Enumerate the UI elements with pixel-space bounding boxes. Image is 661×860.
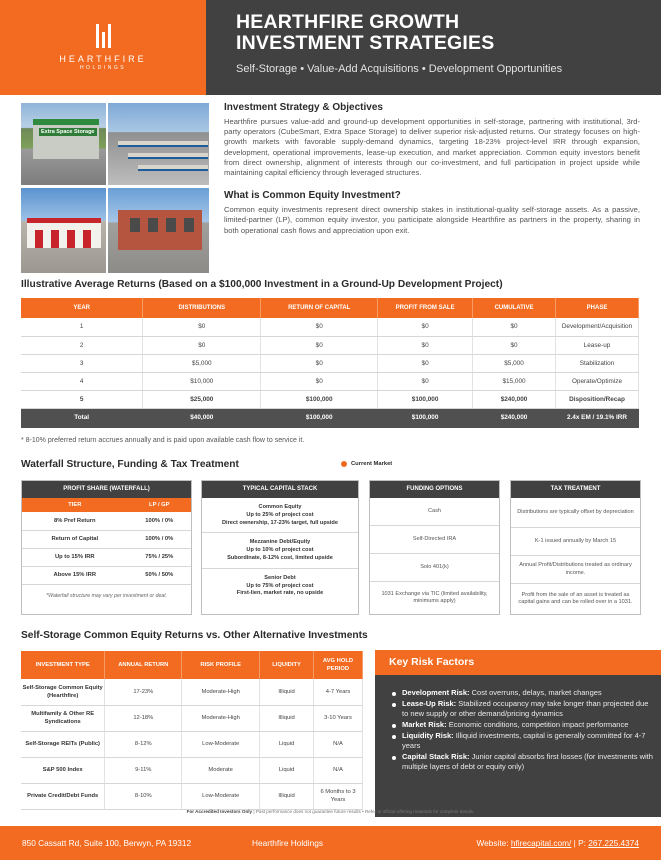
table-cell: $0 [473, 336, 556, 354]
table-cell: 12-18% [105, 705, 182, 731]
profit-share-footnote: *Waterfall structure may vary per investment or deal. [46, 592, 167, 599]
stack-layer-detail: Subordinate, 8-12% cost, limited upside [227, 554, 333, 561]
table-cell: 9-11% [105, 757, 182, 783]
total-cell: $100,000 [261, 408, 378, 427]
col-header: YEAR [21, 298, 143, 318]
stack-layer-share: Up to 75% of project cost [246, 582, 314, 589]
year-cell: 5 [21, 390, 143, 408]
key-risk-factors [375, 650, 661, 817]
profit-share-box [21, 480, 192, 615]
table-cell: N/A [314, 757, 363, 783]
capital-stack-header: TYPICAL CAPITAL STACK [202, 481, 358, 498]
risk-item [391, 720, 653, 730]
waterfall-title: Waterfall Structure, Funding & Tax Treatment [21, 459, 239, 470]
common-equity-paragraph: Common equity investments represent direct ownership stakes in institutional-quality self-storage assets. As a passive, limited-partner (LP), common equity investor, you participate alongside Hearthfire as partners in the property, sharing in both operational cash flows and appreciation upon exit. [224, 205, 640, 235]
risk-list [375, 675, 661, 772]
footer-address: 850 Cassatt Rd, Suite 100, Berwyn, PA 19312 [22, 838, 192, 848]
col-header: RETURN OF CAPITAL [261, 298, 378, 318]
title-line-1: HEARTHFIRE GROWTH [236, 11, 460, 33]
comparison-header-row [21, 651, 363, 679]
table-cell: Liquid [260, 757, 314, 783]
table-row [21, 705, 363, 731]
table-cell: $240,000 [473, 390, 556, 408]
tax-item: K-1 issued annually by March 15 [511, 528, 640, 556]
risk-label: Development Risk: [402, 688, 470, 697]
website-label: Website: [476, 838, 511, 848]
table-cell: Low-Moderate [182, 731, 260, 757]
table-cell: $25,000 [143, 390, 261, 408]
legend [341, 461, 392, 467]
footer-contact [412, 838, 639, 848]
page-title [236, 12, 661, 54]
capital-stack-item [202, 533, 358, 568]
table-cell: $0 [378, 372, 473, 390]
investment-type: Private Credit/Debt Funds [21, 783, 105, 809]
stack-layer-name: Senior Debt [264, 574, 296, 581]
total-cell: $240,000 [473, 408, 556, 427]
investment-type: S&P 500 Index [21, 757, 105, 783]
property-photo-4 [108, 188, 209, 273]
risk-label: Capital Stack Risk: [402, 752, 470, 761]
tier-cell: Up to 15% IRR [22, 548, 128, 566]
phase-cell: Lease-up [555, 336, 638, 354]
table-row [21, 679, 363, 705]
col-header: LIQUIDITY [260, 651, 314, 679]
capital-stack-item [202, 498, 358, 533]
phone-label: | P: [571, 838, 589, 848]
website-link[interactable]: hfirecapital.com/ [510, 838, 572, 848]
risk-item [391, 731, 653, 751]
returns-table [21, 298, 639, 428]
table-cell: Low-Moderate [182, 783, 260, 809]
comparison-table [21, 651, 363, 810]
table-cell: N/A [314, 731, 363, 757]
total-cell: $40,000 [143, 408, 261, 427]
table-cell: $0 [473, 318, 556, 336]
title-block [206, 0, 661, 95]
phase-cell: Stabilization [555, 354, 638, 372]
investment-type: Multifamily & Other RE Syndications [21, 705, 105, 731]
table-cell: 3-10 Years [314, 705, 363, 731]
total-row [21, 408, 639, 427]
disclaimer [0, 809, 661, 814]
profit-share-table [22, 498, 191, 585]
property-photo-3 [21, 188, 106, 273]
col-header: INVESTMENT TYPE [21, 651, 105, 679]
investment-type: Self-Storage Common Equity (Hearthfire) [21, 679, 105, 705]
tier-cell: Return of Capital [22, 530, 128, 548]
table-cell: $15,000 [473, 372, 556, 390]
disclaimer-text: | Past performance does not guarantee future results • Refer to official offering materials for complete details. [252, 809, 475, 814]
table-cell: Illiquid [260, 705, 314, 731]
storage-sign: Extra Space Storage [41, 129, 95, 135]
table-cell: 4-7 Years [314, 679, 363, 705]
risk-text: Economic conditions, competition impact performance [446, 720, 629, 729]
page-subtitle: Self-Storage • Value-Add Acquisitions • Development Opportunities [236, 63, 563, 75]
phase-cell: Operate/Optimize [555, 372, 638, 390]
table-cell: Illiquid [260, 679, 314, 705]
tax-treatment-box [510, 480, 641, 615]
phase-cell: Development/Acquisition [555, 318, 638, 336]
table-cell: $100,000 [378, 390, 473, 408]
year-cell: 1 [21, 318, 143, 336]
table-cell: Moderate-High [182, 705, 260, 731]
table-row [21, 354, 639, 372]
split-cell: 100% / 0% [128, 530, 191, 548]
hearth-logo-icon [88, 24, 118, 48]
table-cell: 8-12% [105, 731, 182, 757]
strategy-paragraph: Hearthfire pursues value-add and ground-up development opportunities in self-storage, partnering with institutional, 3rd-party operators (CubeSmart, Extra Space Storage) to deliver superior risk-adjusted returns. Our strategy focuses on high-growth markets with favorable supply-demand dynamics, targeting 18-23% project-level IRR through expansion, development, operational improvements, lease-up execution, and market appreciation. Common equity investors benefit from direct ownership, alignment of interests through our co-investment, and full participation in project upside while maintaining capital efficiency through leveraged structures. [224, 117, 640, 178]
table-cell: Illiquid [260, 783, 314, 809]
risk-item [391, 752, 653, 772]
table-cell: $0 [261, 372, 378, 390]
table-row [21, 318, 639, 336]
stack-layer-detail: Direct ownership, 17-23% target, full upside [222, 519, 338, 526]
table-cell: $10,000 [143, 372, 261, 390]
tier-cell: Above 15% IRR [22, 566, 128, 584]
funding-options-header: FUNDING OPTIONS [370, 481, 499, 498]
risk-text: Junior capital absorbs first losses (for investments with multiple layers of debt or equity only) [402, 752, 653, 771]
tax-item: Profit from the sale of an asset is treated as capital gains and can be rolled over in a 1031. [518, 591, 633, 605]
col-header: LP / GP [128, 498, 191, 512]
risk-item [391, 699, 653, 719]
capital-stack-item [202, 569, 358, 603]
split-cell: 100% / 0% [128, 512, 191, 530]
col-header: PROFIT FROM SALE [378, 298, 473, 318]
col-header: CUMULATIVE [473, 298, 556, 318]
col-header: RISK PROFILE [182, 651, 260, 679]
investment-type: Self-Storage REITs (Public) [21, 731, 105, 757]
stack-layer-share: Up to 25% of project cost [246, 511, 314, 518]
funding-option: 1031 Exchange via TIC (limited availability, minimums apply) [381, 590, 488, 604]
page-header [0, 0, 661, 95]
table-row [21, 757, 363, 783]
table-row [21, 731, 363, 757]
profit-share-header: PROFIT SHARE (WATERFALL) [22, 481, 191, 498]
col-header: PHASE [555, 298, 638, 318]
col-header: DISTRIBUTIONS [143, 298, 261, 318]
table-cell: Liquid [260, 731, 314, 757]
table-cell: Moderate-High [182, 679, 260, 705]
table-row [21, 372, 639, 390]
table-cell: $0 [143, 336, 261, 354]
table-row [22, 566, 191, 584]
table-cell: $0 [378, 354, 473, 372]
funding-option: Self-Directed IRA [370, 526, 499, 554]
table-row [22, 512, 191, 530]
split-cell: 50% / 50% [128, 566, 191, 584]
brand-subname: HOLDINGS [79, 65, 127, 71]
risk-text: Illiquid investments, capital is generally committed for 4-7 years [402, 731, 646, 750]
table-cell: Moderate [182, 757, 260, 783]
returns-title: Illustrative Average Returns (Based on a $100,000 Investment in a Ground-Up Development Project) [21, 279, 503, 290]
funding-option: Solo 401(k) [370, 554, 499, 582]
table-cell: $0 [378, 318, 473, 336]
phone-link[interactable]: 267.225.4374 [588, 838, 639, 848]
table-row [22, 548, 191, 566]
col-header: ANNUAL RETURN [105, 651, 182, 679]
table-cell: $100,000 [261, 390, 378, 408]
table-cell: $5,000 [473, 354, 556, 372]
preferred-return-note: * 8-10% preferred return accrues annually and is paid upon available cash flow to service it. [21, 437, 305, 444]
phase-cell: Disposition/Recap [555, 390, 638, 408]
page-footer [0, 826, 661, 860]
intro-section [224, 102, 640, 236]
brand-logo [0, 0, 206, 95]
risk-item [391, 688, 653, 698]
strategy-heading: Investment Strategy & Objectives [224, 102, 383, 113]
year-cell: 3 [21, 354, 143, 372]
table-cell: $0 [261, 354, 378, 372]
table-row [21, 390, 639, 408]
common-equity-heading: What is Common Equity Investment? [224, 190, 401, 202]
risk-text: Cost overruns, delays, market changes [469, 688, 602, 697]
title-line-2: INVESTMENT STRATEGIES [236, 32, 495, 54]
risk-label: Liquidity Risk: [402, 731, 454, 740]
table-cell: 17-23% [105, 679, 182, 705]
table-cell: $0 [378, 336, 473, 354]
funding-options-box [369, 480, 500, 615]
total-label: Total [21, 408, 143, 427]
property-photo-grid [21, 103, 209, 273]
tax-item: Distributions are typically offset by depreciation [511, 498, 640, 528]
disclaimer-bold: For Accredited Investors Only [186, 809, 253, 814]
stack-layer-name: Mezzanine Debt/Equity [249, 539, 311, 546]
funding-option: Cash [370, 498, 499, 526]
table-cell: $0 [143, 318, 261, 336]
legend-dot-icon [341, 461, 347, 467]
table-cell: 6 Months to 3 Years [314, 783, 363, 809]
property-photo-2 [108, 103, 209, 185]
legend-label: Current Market [351, 461, 393, 467]
table-cell: 8-10% [105, 783, 182, 809]
total-cell: $100,000 [378, 408, 473, 427]
stack-layer-detail: First-lien, market rate, no upside [236, 590, 324, 597]
stack-layer-share: Up to 10% of project cost [246, 547, 314, 554]
table-row [22, 530, 191, 548]
table-cell: $5,000 [143, 354, 261, 372]
year-cell: 2 [21, 336, 143, 354]
footer-firm: Hearthfire Holdings [252, 838, 324, 848]
risk-header: Key Risk Factors [375, 650, 661, 675]
risk-label: Market Risk: [402, 720, 447, 729]
tax-item: Annual Profit/Distributions treated as ordinary income. [511, 556, 640, 584]
property-photo-1 [21, 103, 106, 185]
col-header: AVG HOLD PERIOD [314, 651, 363, 679]
year-cell: 4 [21, 372, 143, 390]
table-cell: $0 [261, 336, 378, 354]
table-row [21, 783, 363, 809]
stack-layer-name: Common Equity [258, 504, 302, 510]
returns-header-row [21, 298, 639, 318]
table-cell: $0 [261, 318, 378, 336]
tax-treatment-header: TAX TREATMENT [511, 481, 640, 498]
risk-label: Lease-Up Risk: [402, 699, 457, 708]
risk-text: Stabilized occupancy may take longer than projected due to new supply or other demand/pricing dynamics [402, 699, 649, 718]
table-row [21, 336, 639, 354]
split-cell: 75% / 25% [128, 548, 191, 566]
tier-cell: 8% Pref Return [22, 512, 128, 530]
capital-stack-box [201, 480, 359, 615]
col-header: TIER [22, 498, 128, 512]
brand-name: HEARTHFIRE [59, 54, 147, 64]
total-metric: 2.4x EM / 19.1% IRR [555, 408, 638, 427]
comparison-title: Self-Storage Common Equity Returns vs. Other Alternative Investments [21, 630, 368, 641]
